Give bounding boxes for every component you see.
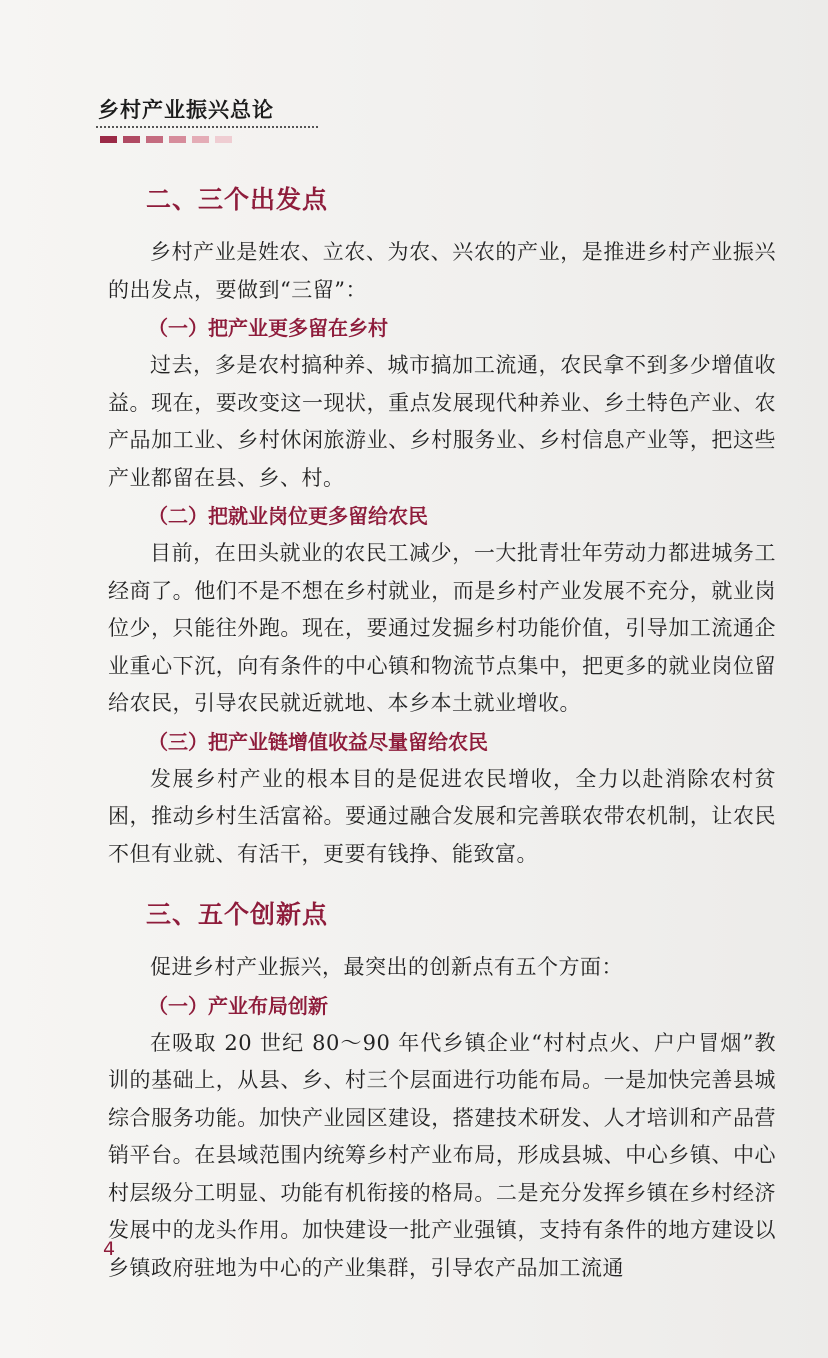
page-body	[108, 178, 776, 1287]
header-bar	[100, 136, 117, 143]
paragraph: 乡村产业是姓农、立农、为农、兴农的产业，是推进乡村产业振兴的出发点，要做到“三留”：	[108, 240, 776, 302]
subsection-title: （二）把就业岗位更多留给农民	[148, 504, 428, 528]
header-color-bars	[100, 136, 232, 143]
header-dotted-rule	[96, 126, 318, 128]
page-number: 4	[103, 1238, 116, 1260]
section-title-starting-points: 二、三个出发点	[146, 185, 329, 214]
subsection-title: （一）产业布局创新	[148, 993, 328, 1018]
running-head-title: 乡村产业振兴总论	[98, 98, 274, 122]
header-bar	[215, 136, 232, 143]
header-bar	[192, 136, 209, 143]
paragraph: 过去，多是农村搞种养、城市搞加工流通，农民拿不到多少增值收益。现在，要改变这一现状，重点发展现代种养业、乡土特色产业、农产品加工业、乡村休闲旅游业、乡村服务业、乡村信息产业等，把这些产业都留在县、乡、村。	[108, 353, 776, 490]
paragraph: 目前，在田头就业的农民工减少，一大批青壮年劳动力都进城务工经商了。他们不是不想在乡村就业，而是乡村产业发展不充分，就业岗位少，只能往外跑。现在，要通过发掘乡村功能价值，引导加工流通企业重心下沉，向有条件的中心镇和物流节点集中，把更多的就业岗位留给农民，引导农民就近就地、本乡本土就业增收。	[108, 541, 776, 715]
section-title-innovation-points: 三、五个创新点	[146, 900, 329, 929]
paragraph: 促进乡村产业振兴，最突出的创新点有五个方面：	[150, 955, 623, 979]
paragraph: 在吸取 20 世纪 80～90 年代乡镇企业“村村点火、户户冒烟”教训的基础上，从县、乡、村三个层面进行功能布局。一是加快完善县城综合服务功能。加快产业园区建设，搭建技术研发、人才培训和产品营销平台。在县域范围内统筹乡村产业布局，形成县城、中心乡镇、中心村层级分工明显、功能有机衔接的格局。二是充分发挥乡镇在乡村经济发展中的龙头作用。加快建设一批产业强镇，支持有条件的地方建设以乡镇政府驻地为中心的产业集群，引导农产品加工流通	[108, 1030, 776, 1280]
paragraph: 发展乡村产业的根本目的是促进农民增收，全力以赴消除农村贫困，推动乡村生活富裕。要通过融合发展和完善联农带农机制，让农民不但有业就、有活干，更要有钱挣、能致富。	[108, 766, 776, 866]
header-bar	[123, 136, 140, 143]
subsection-title: （一）把产业更多留在乡村	[148, 316, 388, 340]
header-bar	[146, 136, 163, 143]
subsection-title: （三）把产业链增值收益尽量留给农民	[148, 729, 488, 754]
header-bar	[169, 136, 186, 143]
